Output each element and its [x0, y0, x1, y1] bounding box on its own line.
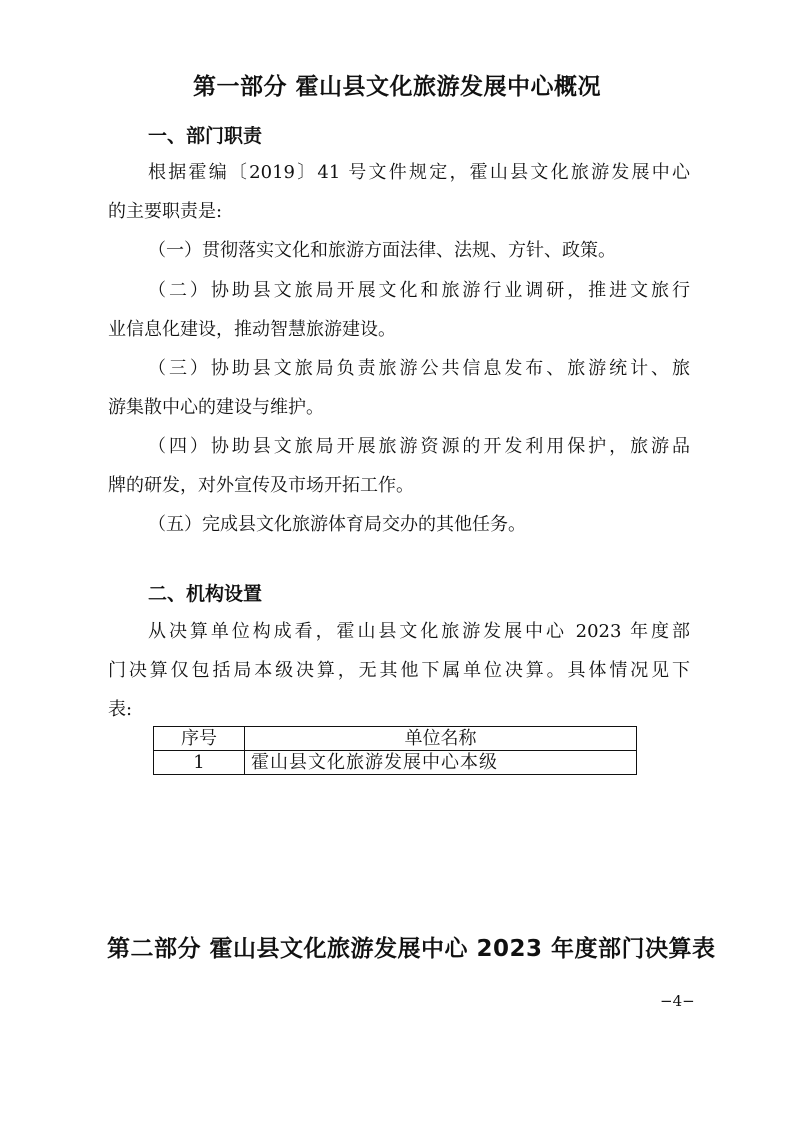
- table-row: [154, 751, 637, 775]
- section-two-line2: 门决算仅包括局本级决算，无其他下属单位决算。具体情况见下: [108, 660, 690, 681]
- table-header-row: [154, 727, 637, 751]
- part-one-title: 第一部分 霍山县文化旅游发展中心概况: [193, 74, 602, 100]
- section-one-intro-line2: 的主要职责是:: [108, 201, 223, 222]
- duty-item-4-line2: 牌的研发，对外宣传及市场开拓工作。: [108, 475, 414, 496]
- duty-item-3-line2: 游集散中心的建设与维护。: [108, 397, 324, 418]
- section-two-line1: 从决算单位构成看，霍山县文化旅游发展中心 2023 年度部: [148, 621, 690, 642]
- table-cell-unit-name: 霍山县文化旅游发展中心本级: [245, 751, 637, 775]
- duty-item-2-line1: （二）协助县文旅局开展文化和旅游行业调研，推进文旅行: [148, 280, 690, 301]
- unit-table: [153, 726, 637, 775]
- section-one-heading: 一、部门职责: [148, 125, 263, 147]
- duty-item-4-line1: （四）协助县文旅局开展旅游资源的开发利用保护，旅游品: [148, 436, 690, 457]
- duty-item-2-line2: 业信息化建设，推动智慧旅游建设。: [108, 319, 396, 340]
- duty-item-3-line1: （三）协助县文旅局负责旅游公共信息发布、旅游统计、旅: [148, 358, 690, 379]
- part-two-title: 第二部分 霍山县文化旅游发展中心 2023 年度部门决算表: [107, 936, 716, 962]
- table-cell-seq: 1: [154, 751, 245, 775]
- section-two-line3: 表:: [108, 699, 133, 720]
- duty-item-5: （五）完成县文化旅游体育局交办的其他任务。: [148, 514, 526, 535]
- section-two-heading: 二、机构设置: [148, 583, 263, 605]
- page-number: −4−: [660, 992, 695, 1010]
- table-header-seq: 序号: [154, 727, 245, 751]
- table-header-unit-name: 单位名称: [245, 727, 637, 751]
- section-one-intro-line1: 根据霍编〔2019〕41 号文件规定，霍山县文化旅游发展中心: [148, 162, 690, 183]
- duty-item-1: （一）贯彻落实文化和旅游方面法律、法规、方针、政策。: [148, 240, 616, 261]
